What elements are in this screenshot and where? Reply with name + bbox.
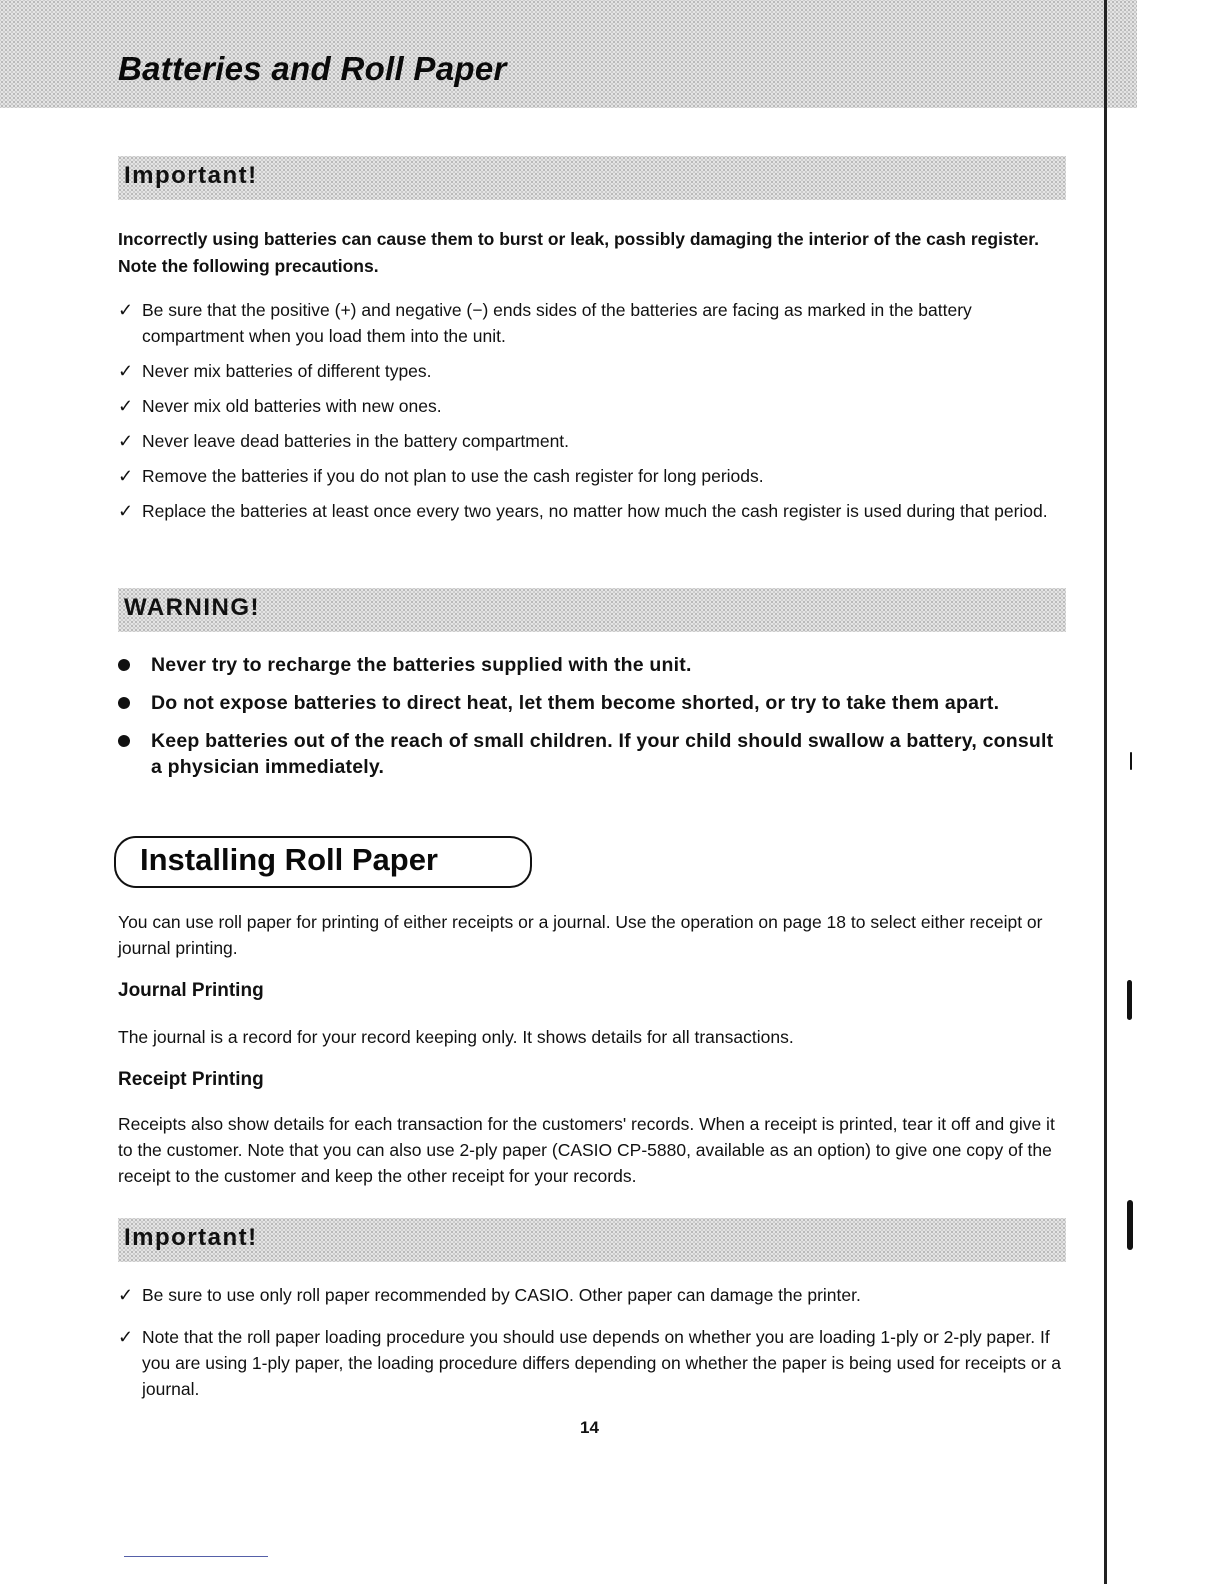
check-icon: ✓ xyxy=(118,431,134,451)
check-icon: ✓ xyxy=(118,501,134,521)
list-item: ✓ Replace the batteries at least once every two years, no matter how much the cash register is used during that period. xyxy=(118,498,1058,524)
footer-rule xyxy=(124,1556,268,1557)
list-item: ✓ Never mix old batteries with new ones. xyxy=(118,393,1058,419)
check-icon: ✓ xyxy=(118,361,134,381)
bullet-icon xyxy=(118,735,130,747)
check-icon: ✓ xyxy=(118,300,134,320)
roll-paper-notes-list xyxy=(118,1282,1066,1402)
page-title: Batteries and Roll Paper xyxy=(118,50,507,87)
list-item: Never try to recharge the batteries supplied with the unit. xyxy=(118,652,1058,678)
scan-mark xyxy=(1130,752,1132,770)
bullet-icon xyxy=(118,659,130,671)
battery-precautions-list xyxy=(118,297,1058,524)
right-edge-strip xyxy=(1107,0,1137,108)
list-item: ✓ Never mix batteries of different types. xyxy=(118,358,1058,384)
warning-list xyxy=(118,652,1058,780)
important-label: Important! xyxy=(124,1224,258,1251)
receipt-heading: Receipt Printing xyxy=(118,1069,264,1090)
journal-text: The journal is a record for your record keeping only. It shows details for all transactions. xyxy=(118,1027,794,1047)
list-item: ✓ Remove the batteries if you do not plan to use the cash register for long periods. xyxy=(118,463,1058,489)
check-icon: ✓ xyxy=(118,1285,134,1305)
bullet-icon xyxy=(118,697,130,709)
page-number: 14 xyxy=(580,1418,599,1437)
important-label: Important! xyxy=(124,162,258,189)
list-item: ✓ Be sure that the positive (+) and negative (−) ends sides of the batteries are facing as marked in the battery compartment when you load them into the unit. xyxy=(118,297,1058,349)
receipt-text: Receipts also show details for each transaction for the customers' records. When a receipt is printed, tear it off and give it to the customer. Note that you can also use 2-ply paper (CASIO CP-5880, available as an option) to give one copy of the receipt to the customer and keep the other receipt for your records. xyxy=(118,1114,1055,1186)
right-edge-rule xyxy=(1104,0,1107,1584)
journal-heading: Journal Printing xyxy=(118,980,264,1001)
list-item: Do not expose batteries to direct heat, let them become shorted, or try to take them apart. xyxy=(118,690,1058,716)
section-title-box xyxy=(114,836,532,888)
battery-intro: Incorrectly using batteries can cause them to burst or leak, possibly damaging the interior of the cash register. Note the following precautions. xyxy=(118,229,1039,276)
check-icon: ✓ xyxy=(118,396,134,416)
list-item: ✓ Be sure to use only roll paper recommended by CASIO. Other paper can damage the printer. xyxy=(118,1282,1066,1308)
important-label-bar xyxy=(118,1218,1066,1262)
check-icon: ✓ xyxy=(118,1327,134,1347)
installing-intro: You can use roll paper for printing of either receipts or a journal. Use the operation on page 18 to select either receipt or journal printing. xyxy=(118,912,1043,958)
scan-mark xyxy=(1127,1200,1133,1250)
scan-mark xyxy=(1127,980,1132,1020)
list-item: ✓ Never leave dead batteries in the battery compartment. xyxy=(118,428,1058,454)
section-title: Installing Roll Paper xyxy=(140,842,438,877)
list-item: ✓ Note that the roll paper loading procedure you should use depends on whether you are loading 1-ply or 2-ply paper. If you are using 1-ply paper, the loading procedure differs depending on whether the paper is being used for receipts or a journal. xyxy=(118,1324,1066,1402)
check-icon: ✓ xyxy=(118,466,134,486)
list-item: Keep batteries out of the reach of small children. If your child should swallow a battery, consult a physician immediately. xyxy=(118,728,1058,780)
important-label-bar xyxy=(118,156,1066,200)
warning-label: WARNING! xyxy=(124,594,260,621)
warning-label-bar xyxy=(118,588,1066,632)
